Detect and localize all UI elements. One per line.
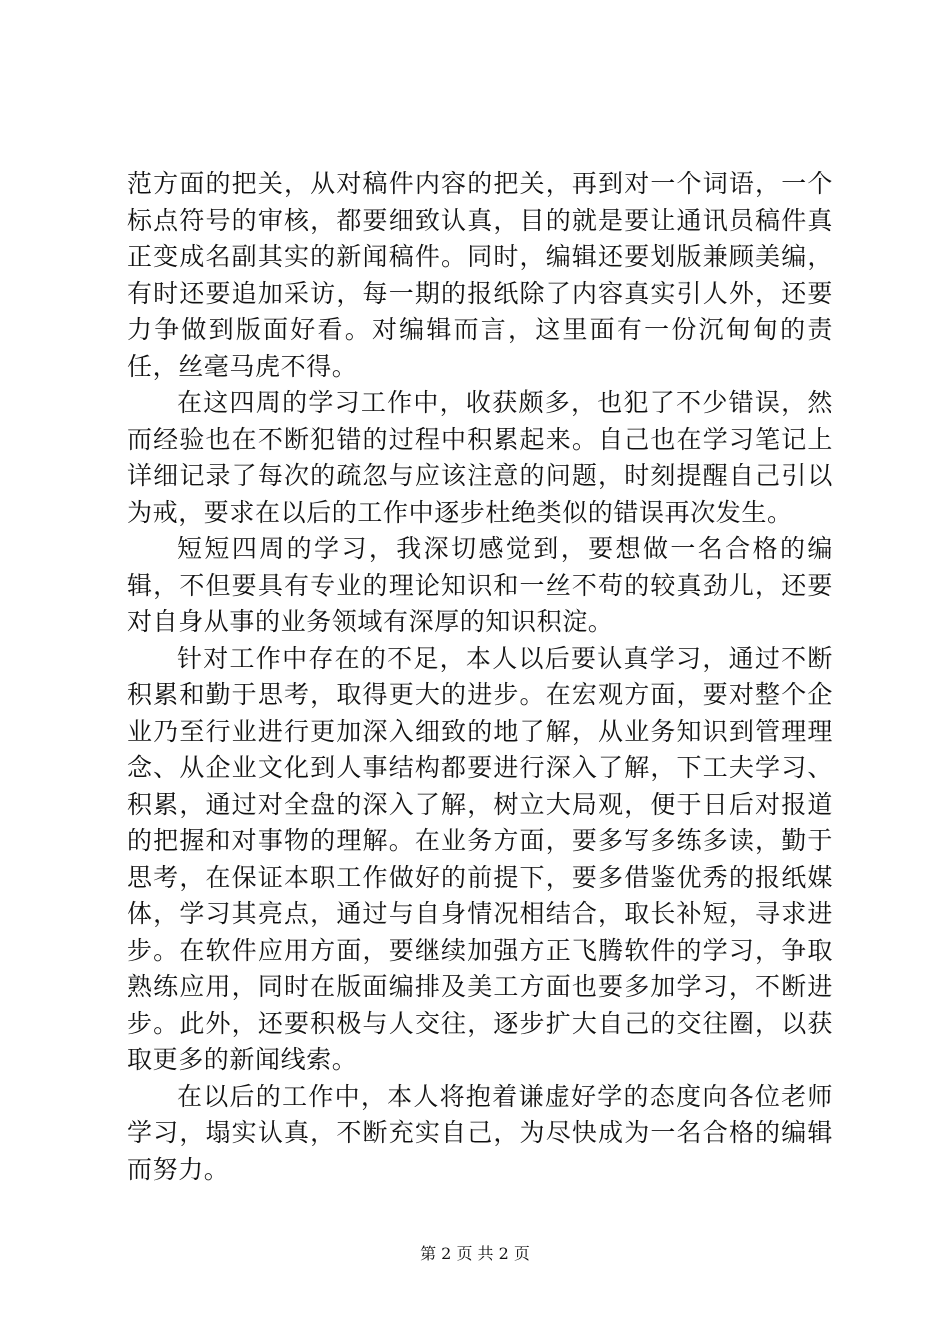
paragraph-3: 短短四周的学习，我深切感觉到，要想做一名合格的编辑，不但要具有专业的理论知识和一丝不苟的较真劲儿，还要对自身从事的业务领域有深厚的知识积淀。: [127, 534, 833, 636]
paragraph-4: 针对工作中存在的不足，本人以后要认真学习，通过不断积累和勤于思考，取得更大的进步。在宏观方面，要对整个企业乃至行业进行更加深入细致的地了解，从业务知识到管理理念、从企业文化到人事结构都要进行深入了解，下工夫学习、积累，通过对全盘的深入了解，树立大局观，便于日后对报道的把握和对事物的理解。在业务方面，要多写多练多读，勤于思考，在保证本职工作做好的前提下，要多借鉴优秀的报纸媒体，学习其亮点，通过与自身情况相结合，取长补短，寻求进步。在软件应用方面，要继续加强方正飞腾软件的学习，争取熟练应用，同时在版面编排及美工方面也要多加学习，不断进步。此外，还要积极与人交往，逐步扩大自己的交往圈，以获取更多的新闻线索。: [127, 643, 833, 1074]
paragraph-5: 在以后的工作中，本人将抱着谦虚好学的态度向各位老师学习，塌实认真，不断充实自己，为尽快成为一名合格的编辑而努力。: [127, 1081, 833, 1184]
paragraph-1: 范方面的把关，从对稿件内容的把关，再到对一个词语，一个标点符号的审核，都要细致认真，目的就是要让通讯员稿件真正变成名副其实的新闻稿件。同时，编辑还要划版兼顾美编，有时还要追加采访，每一期的报纸除了内容真实引人外，还要力争做到版面好看。对编辑而言，这里面有一份沉甸甸的责任，丝毫马虎不得。: [127, 169, 833, 381]
paragraph-2: 在这四周的学习工作中，收获颇多，也犯了不少错误，然而经验也在不断犯错的过程中积累起来。自己也在学习笔记上详细记录了每次的疏忽与应该注意的问题，时刻提醒自己引以为戒，要求在以后的工作中逐步杜绝类似的错误再次发生。: [127, 388, 833, 527]
page-number-footer: 第 2 页 共 2 页: [420, 1244, 530, 1263]
document-body: [127, 166, 833, 1188]
